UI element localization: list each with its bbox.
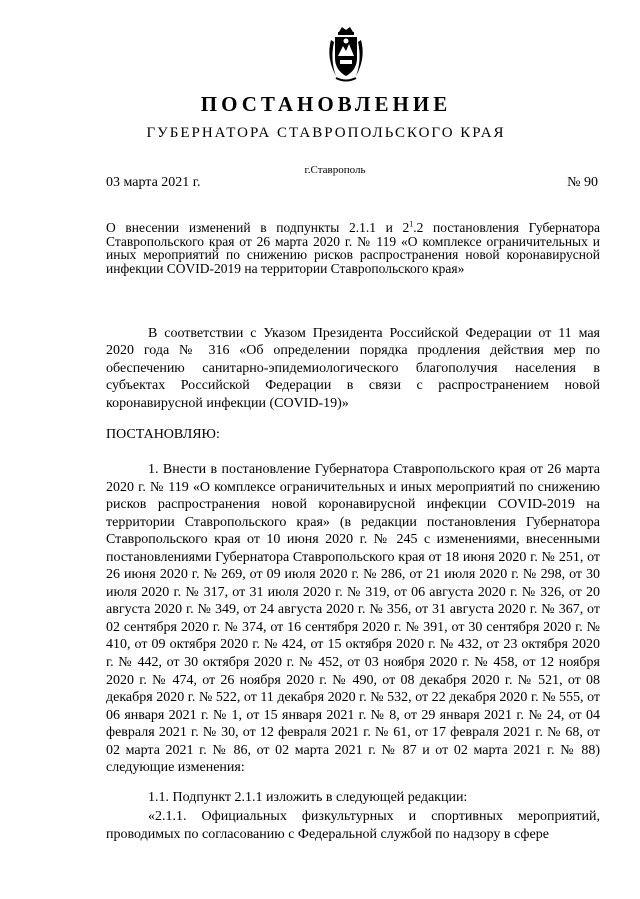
document-date: 03 марта 2021 г.	[106, 175, 201, 190]
heading-text-before: О внесении изменений в подпункты 2.1.1 и 2	[106, 220, 410, 235]
heading-text-after: .2 постановления Губернатора Ставропольского края от 26 марта 2020 г. № 119 «О комплексе ограничительных и иных мероприятий по снижению рисков распространения новой коронавирусной инфекции COVID-2019 на территории Ставропольского края»	[106, 220, 600, 276]
coat-of-arms-emblem	[322, 24, 370, 84]
document-title: ПОСТАНОВЛЕНИЕ	[200, 92, 452, 116]
heading-superscript: 1	[409, 219, 414, 229]
document-subtitle: ГУБЕРНАТОРА СТАВРОПОЛЬСКОГО КРАЯ	[146, 125, 506, 141]
item-1-text: 1. Внести в постановление Губернатора Ставропольского края от 26 марта 2020 г. № 119 «О комплексе ограничительных и иных мероприятий по снижению рисков распространения новой коронавирусной инфекции COVID-2019 на территории Ставропольского края» (в редакции постановления Губернатора Ставропольского края от 10 июня 2020 г. № 245 с изменениями, внесенными постановлениями Губернатора Ставропольского края от 18 июня 2020 г. № 251, от 26 июня 2020 г. № 269, от 09 июля 2020 г. № 286, от 21 июля 2020 г. № 298, от 30 июля 2020 г. № 317, от 31 июля 2020 г. № 319, от 06 августа 2020 г. № 326, от 20 августа 2020 г. № 349, от 24 августа 2020 г. № 356, от 31 августа 2020 г. № 367, от 02 сентября 2020 г. № 374, от 16 сентября 2020 г. № 391, от 30 сентября 2020 г. № 410, от 09 октября 2020 г. № 424, от 15 октября 2020 г. № 432, от 23 октября 2020 г. № 442, от 30 октября 2020 г. № 452, от 03 ноября 2020 г. № 458, от 12 ноября 2020 г. № 474, от 26 ноября 2020 г. № 490, от 08 декабря 2020 г. № 521, от 08 декабря 2020 г. № 522, от 11 декабря 2020 г. № 532, от 22 декабря 2020 г. № 555, от 06 января 2021 г. № 1, от 15 января 2021 г. № 8, от 29 января 2021 г. № 24, от 04 февраля 2021 г. № 30, от 12 февраля 2021 г. № 61, от 17 февраля 2021 г. № 68, от 02 марта 2021 г. № 86, от 02 марта 2021 г. № 87 и от 02 марта 2021 г. № 88) следующие изменения:	[106, 462, 600, 776]
item-1-1-paragraph: 1.1. Подпункт 2.1.1 изложить в следующей редакции:	[148, 790, 468, 805]
quote-paragraph	[106, 808, 600, 843]
quote-text: «2.1.1. Официальных физкультурных и спортивных мероприятий, проводимых по согласованию с Федеральной службой по надзору в сфере	[106, 809, 600, 842]
resolve-statement: ПОСТАНОВЛЯЮ:	[106, 427, 220, 442]
document-heading	[106, 221, 600, 275]
intro-text: В соответствии с Указом Президента Российской Федерации от 11 мая 2020 года № 316 «Об определении порядка продления действия мер по обеспечению санитарно-эпидемиологического благополучия населения в субъектах Российской Федерации в связи с распространением новой коронавирусной инфекции (COVID-19)»	[106, 326, 600, 411]
item-1-paragraph	[106, 461, 600, 777]
document-number: № 90	[567, 175, 598, 190]
city-label: г.Ставрополь	[304, 164, 366, 176]
intro-paragraph	[106, 325, 600, 412]
